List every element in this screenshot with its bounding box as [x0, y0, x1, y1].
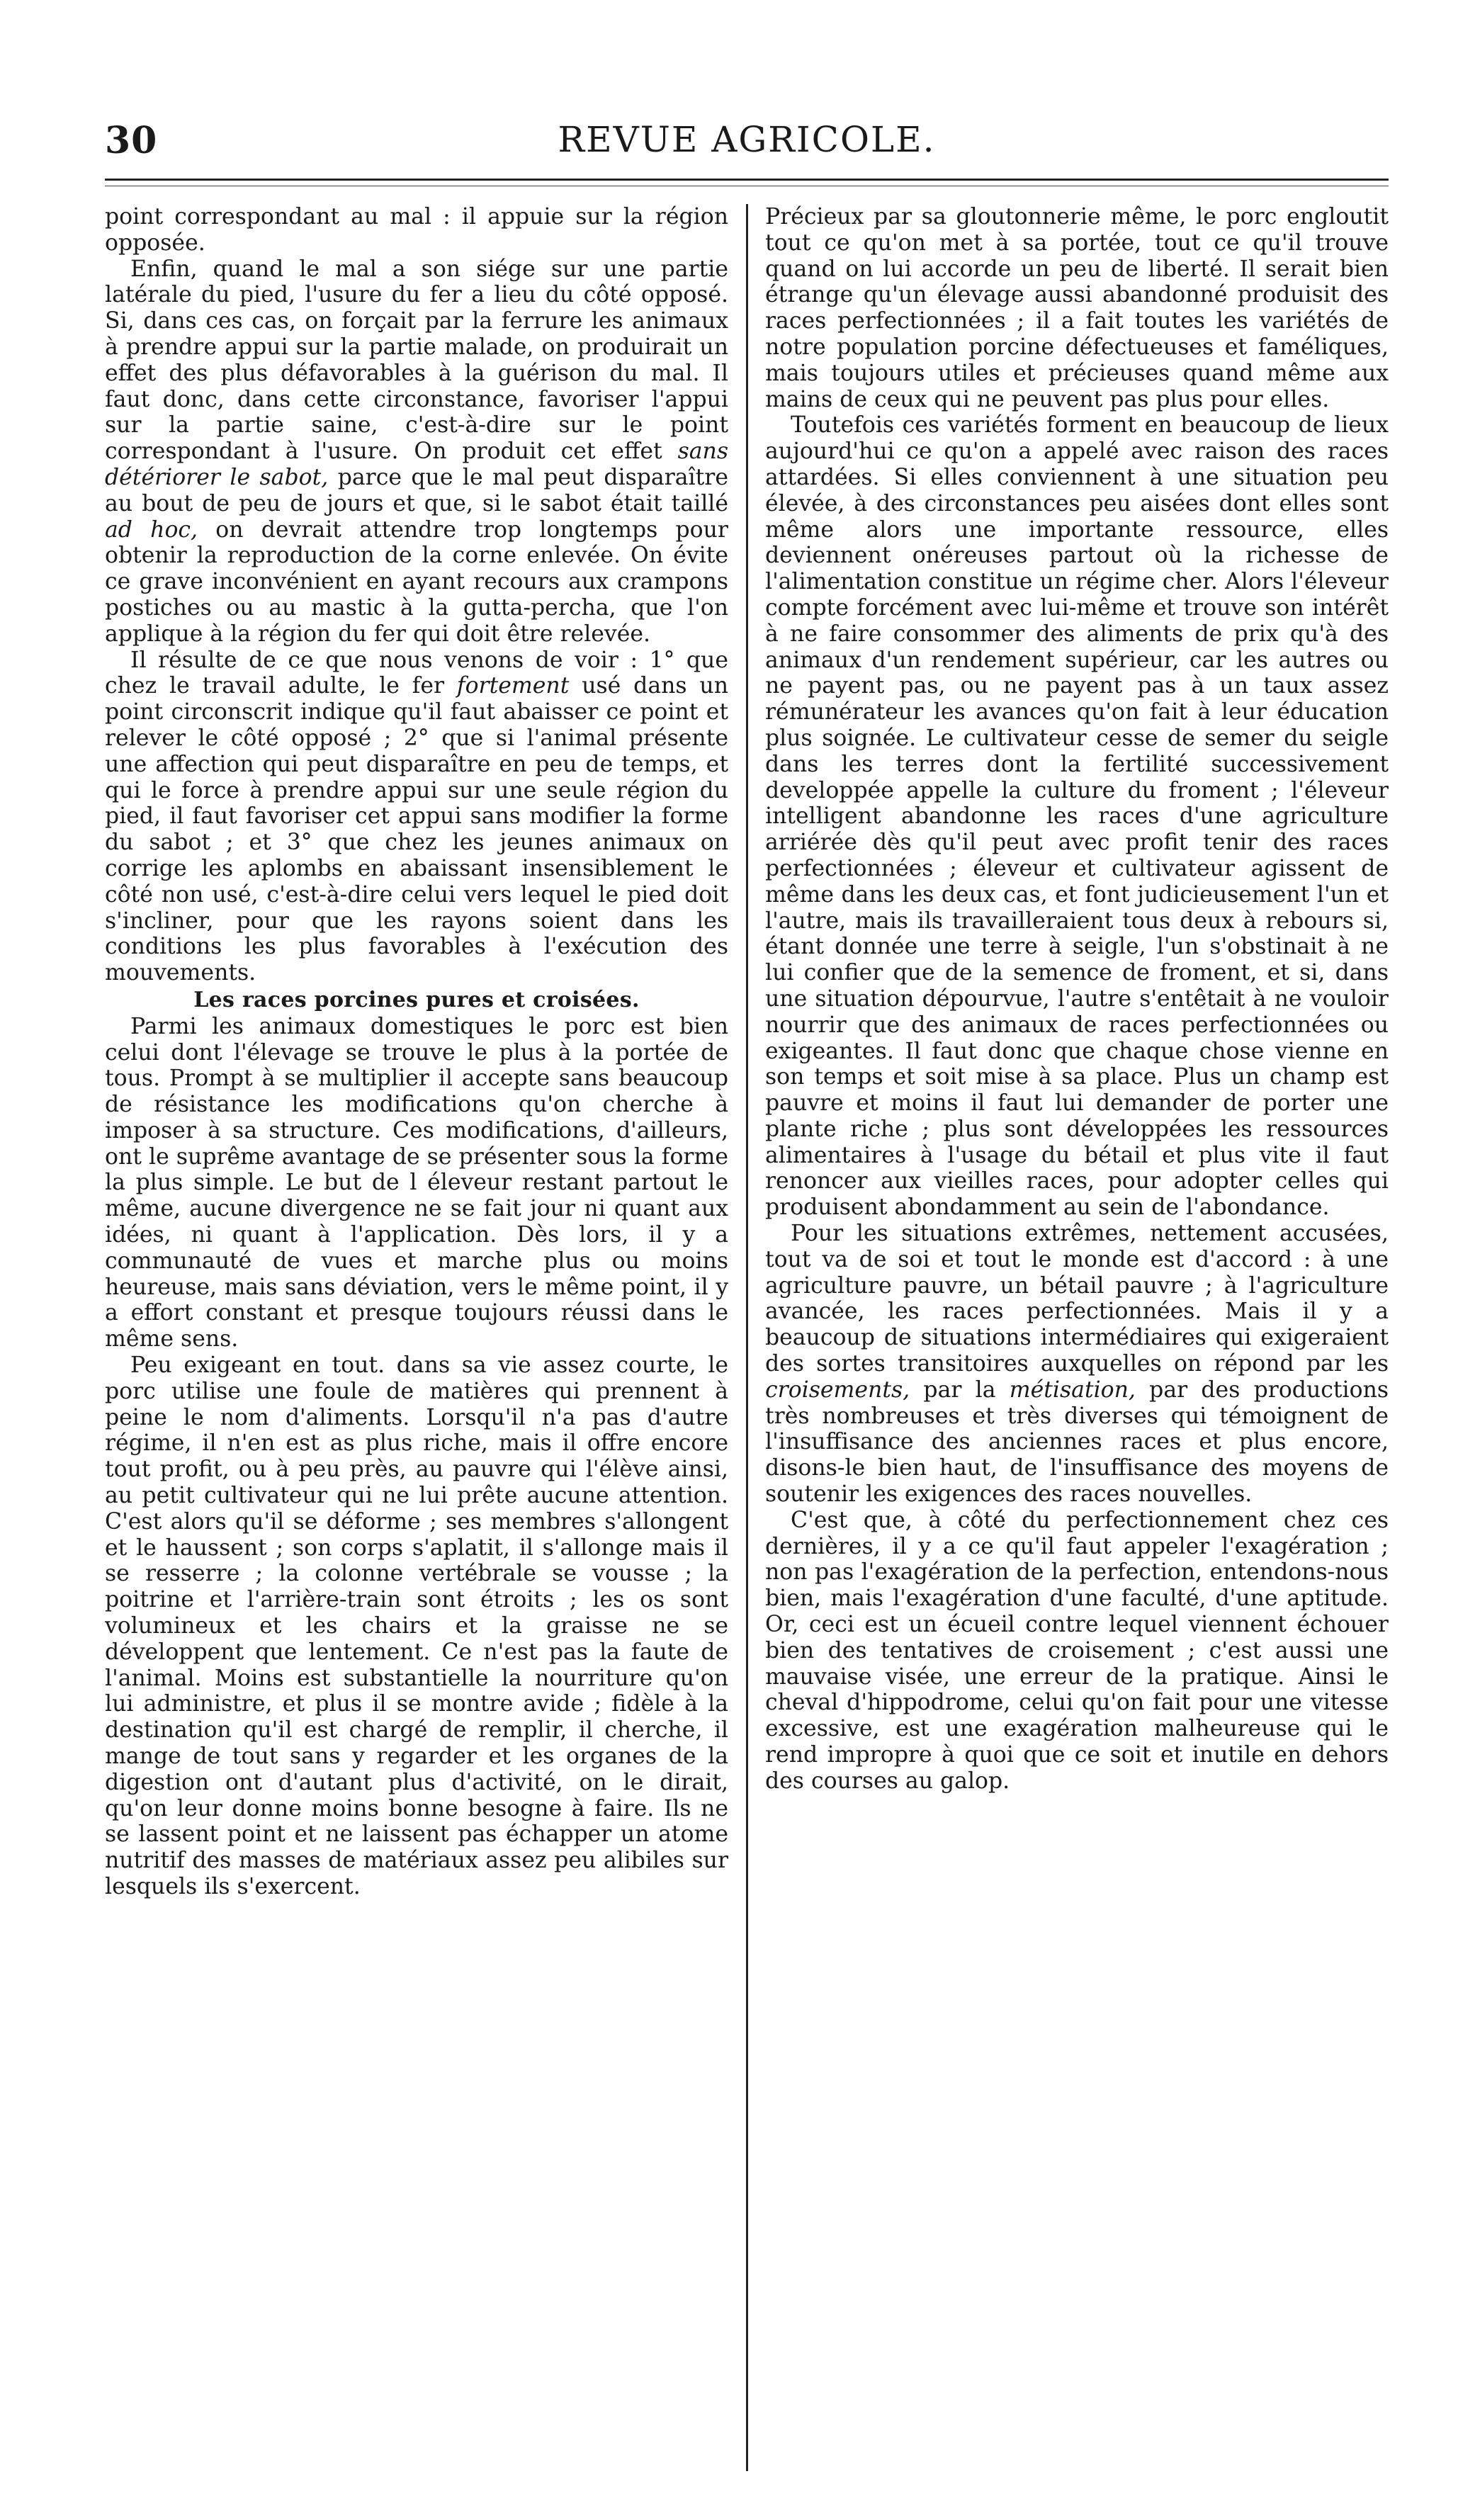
emphasis: métisation, [1009, 1377, 1136, 1403]
paragraph: Précieux par sa gloutonnerie même, le porc engloutit tout ce qu'on met à sa portée, tout ce qu'il trouve quand on lui accorde un peu de liberté. Il serait bien étrange qu'un élevage aussi abandonné produisit des races perfectionnées ; il a fait toutes les variétés de notre population porcine défectueuses et faméliques, mais toujours utiles et précieuses quand même aux mains de ceux qui ne peuvent pas plus pour elles. [765, 204, 1389, 412]
emphasis: croisements, [765, 1377, 910, 1403]
paragraph: point correspondant au mal : il appuie sur la région opposée. [105, 204, 728, 256]
right-column [765, 204, 1389, 2471]
paragraph-text: on devrait attendre trop longtemps pour obtenir la reproduction de la corne enlevée. On évite ce grave inconvénient en ayant recours aux crampons postiches ou au mastic à la gutta-percha, que l'on applique à la région du fer qui doit être relevée. [105, 516, 728, 647]
column-divider [746, 204, 748, 2471]
paragraph-text: Enfin, quand le mal a son siége sur une partie latérale du pied, l'usure du fer a lieu du côté opposé. Si, dans ces cas, on forçait par la ferrure les animaux à prendre appui sur la partie malade, on produirait un effet des plus défavorables à la guérison du mal. Il faut donc, dans cette circonstance, favoriser l'appui sur la partie saine, c'est-à-dire sur le point correspondant à l'usure. On produit cet effet [105, 256, 728, 465]
paragraph-text: Il résulte de ce que nous venons de voir : 1° que chez le travail adulte, le fer [105, 647, 728, 699]
paragraph: Parmi les animaux domestiques le porc est bien celui dont l'élevage se trouve le plus à la portée de tous. Prompt à se multiplier il accepte sans beaucoup de résistance les modifications qu'on cherche à imposer à sa structure. Ces modifications, d'ailleurs, ont le suprême avantage de se présenter sous la forme la plus simple. Le but de l éleveur restant partout le même, aucune divergence ne se fait jour ni quant aux idées, ni quant à l'application. Dès lors, il y a communauté de vues et marche plus ou moins heureuse, mais sans déviation, vers le même point, il y a effort constant et presque toujours réussi dans le même sens. [105, 1013, 728, 1352]
paragraph: C'est que, à côté du perfectionnement chez ces dernières, il y a ce qu'il faut appeler l'exagération ; non pas l'exagération de la perfection, entendons-nous bien, mais l'exagération d'une faculté, d'une aptitude. Or, ceci est un écueil contre lequel viennent échouer bien des tentatives de croisement ; c'est aussi une mauvaise visée, une erreur de la pratique. Ainsi le cheval d'hippodrome, celui qu'on fait pour une vitesse excessive, est une exagération malheureuse qui le rend impropre à quoi que ce soit et inutile en dehors des courses au galop. [765, 1507, 1389, 1794]
paragraph-text: par la [923, 1377, 996, 1403]
paragraph: Peu exigeant en tout. dans sa vie assez courte, le porc utilise une foule de matières qui prennent à peine le nom d'aliments. Lorsqu'il n'a pas d'autre régime, il n'en est as plus riche, mais il offre encore tout profit, ou à peu près, au pauvre qui l'élève ainsi, au petit cultivateur qui ne lui prête aucune attention. C'est alors qu'il se déforme ; ses membres s'allongent et le haussent ; son corps s'aplatit, il s'allonge mais il se resserre ; la colonne vertébrale se vousse ; la poitrine et l'arrière-train sont étroits ; les os sont volumineux et les chairs et la graisse ne se développent que lentement. Ce n'est pas la faute de l'animal. Moins est substantielle la nourriture qu'on lui administre, et plus il se montre avide ; fidèle à la destination qu'il est chargé de remplir, il cherche, il mange de tout sans y regarder et les organes de la digestion ont d'autant plus d'activité, on le dirait, qu'on leur donne moins bonne besogne à faire. Ils ne se lassent point et ne laissent pas échapper un atome nutritif des masses de matériaux assez peu alibiles sur lesquels ils s'exercent. [105, 1352, 728, 1899]
page-number: 30 [105, 119, 158, 162]
paragraph: Toutefois ces variétés forment en beaucoup de lieux aujourd'hui ce qu'on a appelé avec raison des races attardées. Si elles conviennent à une situation peu élevée, à des circonstances peu aisées dont elles sont même alors une importante ressource, elles deviennent onéreuses partout où la richesse de l'alimentation constitue un régime cher. Alors l'éleveur compte forcément avec lui-même et trouve son intérêt à ne faire consommer des aliments de prix qu'à des animaux d'un rendement supérieur, car les autres ou ne payent pas, ou ne payent pas à un taux assez rémunérateur les avances qu'on fait à leur éducation plus soignée. Le cultivateur cesse de semer du seigle dans les terres dont la fertilité successivement developpée appelle la culture du froment ; l'éleveur intelligent abandonne les races d'une agriculture arriérée dès qu'il peut avec profit tenir des races perfectionnées ; éleveur et cultivateur agissent de même dans les deux cas, et font judicieusement l'un et l'autre, mais ils travailleraient tous deux à rebours si, étant donnée une terre à seigle, l'un s'obstinait à ne lui confier que de la semence de froment, et si, dans une situation dépourvue, l'autre s'entêtait à ne vouloir nourrir que des animaux de races perfectionnées ou exigeantes. Il faut donc que chaque chose vienne en son temps et soit mise à sa place. Plus un champ est pauvre et moins il faut lui demander de porter une plante riche ; plus sont développées les ressources alimentaires à l'usage du bétail et plus vite il faut renoncer aux vieilles races, pour adopter celles qui produisent abondamment au sein de l'abondance. [765, 412, 1389, 1221]
paragraph [105, 256, 728, 648]
page-header [105, 106, 1389, 170]
header-rule [105, 179, 1389, 181]
section-heading: Les races porcines pures et croisées. [193, 987, 640, 1012]
paragraph-text: usé dans un point circonscrit indique qu'il faut abaisser ce point et relever le côté opposé ; 2° que si l'animal présente une affection qui peut disparaître en peu de temps, et qui le force à prendre appui sur une seule région du pied, il faut favoriser cet appui sans modifier la forme du sabot ; et 3° que chez les jeunes animaux on corrige les aplombs en abaissant insensiblement le côté non usé, c'est-à-dire celui vers lequel le pied doit s'incliner, pour que les rayons soient dans les conditions les plus favorables à l'exécution des mouvements. [105, 673, 728, 986]
paragraph-text: parce que le mal peut disparaître au bout de peu de jours et que, si le sabot était taillé [105, 464, 728, 516]
emphasis: fortement [456, 673, 570, 699]
running-title: REVUE AGRICOLE. [558, 119, 936, 160]
paragraph-text: par des productions très nombreuses et très diverses qui témoignent de l'insuffisance des anciennes races et plus encore, disons-le bien haut, de l'insuffisance des moyens de soutenir les exigences des races nouvelles. [765, 1377, 1389, 1508]
emphasis: sans détériorer le sabot, [105, 439, 728, 490]
left-column [105, 204, 728, 2471]
paragraph [105, 648, 728, 986]
page [105, 106, 1389, 2444]
paragraph-text: Pour les situations extrêmes, nettement accusées, tout va de soi et tout le monde est d'accord : à une agriculture pauvre, un bétail pauvre ; à l'agriculture avancée, les races perfectionnées. Mais il y a beaucoup de situations intermédiaires qui exigeraient des sortes transitoires auxquelles on répond par les [765, 1221, 1389, 1377]
emphasis: ad hoc, [105, 516, 198, 543]
paragraph [765, 1221, 1389, 1508]
